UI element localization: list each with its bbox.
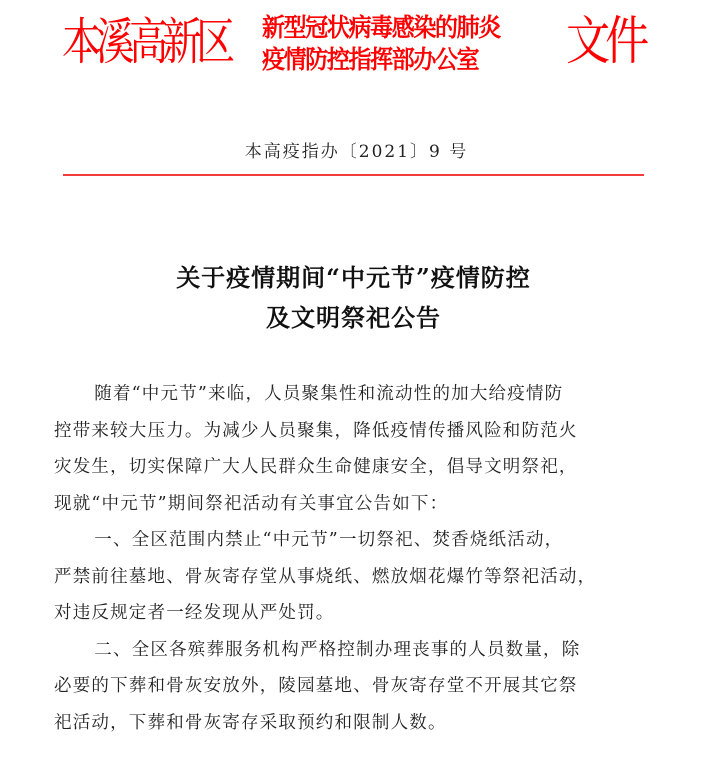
paragraph-intro [54, 376, 658, 522]
masthead-department-line-2: 疫情防控指挥部办公室 [262, 45, 479, 74]
text-line: 祀活动，下葬和骨灰寄存采取预约和限制人数。 [54, 712, 447, 733]
red-header-divider [63, 174, 644, 176]
text-line: 二、全区各殡葬服务机构严格控制办理丧事的人员数量，除 [94, 639, 581, 660]
document-number: 本高疫指办〔2021〕9 号 [244, 142, 469, 162]
text-line: 严禁前往墓地、骨灰寄存堂从事烧纸、燃放烟花爆竹等祭祀活动， [54, 566, 597, 587]
text-line: 现就“中元节”期间祭祀活动有关事宜公告如下： [54, 493, 449, 514]
paragraph-item-2 [54, 632, 658, 742]
text-line: 必要的下葬和骨灰安放外，陵园墓地、骨灰寄存堂不开展其它祭 [54, 676, 578, 696]
text-line: 灾发生，切实保障广大人民群众生命健康安全，倡导文明祭祀， [54, 457, 578, 477]
document-body [54, 376, 658, 741]
document-masthead [0, 8, 707, 78]
text-line: 随着“中元节”来临，人员聚集性和流动性的加大给疫情防 [94, 384, 564, 404]
document-title [0, 258, 707, 338]
text-line: 对违反规定者一经发现从严处罚。 [54, 603, 335, 623]
text-line: 一、全区范围内禁止“中元节”一切祭祀、焚香烧纸活动， [94, 530, 564, 550]
text-line: 控带来较大压力。为减少人员聚集，降低疫情传播风险和防范火 [54, 420, 578, 441]
title-line-2: 及文明祭祀公告 [266, 303, 441, 332]
masthead-document-label: 文件 [566, 12, 645, 72]
masthead-department-line-1: 新型冠状病毒感染的肺炎 [262, 13, 500, 42]
masthead-issuer-department [262, 12, 500, 76]
paragraph-item-1 [54, 522, 658, 632]
title-line-1: 关于疫情期间“中元节”疫情防控 [176, 263, 531, 292]
masthead-issuer-name: 本溪高新区 [62, 13, 230, 71]
